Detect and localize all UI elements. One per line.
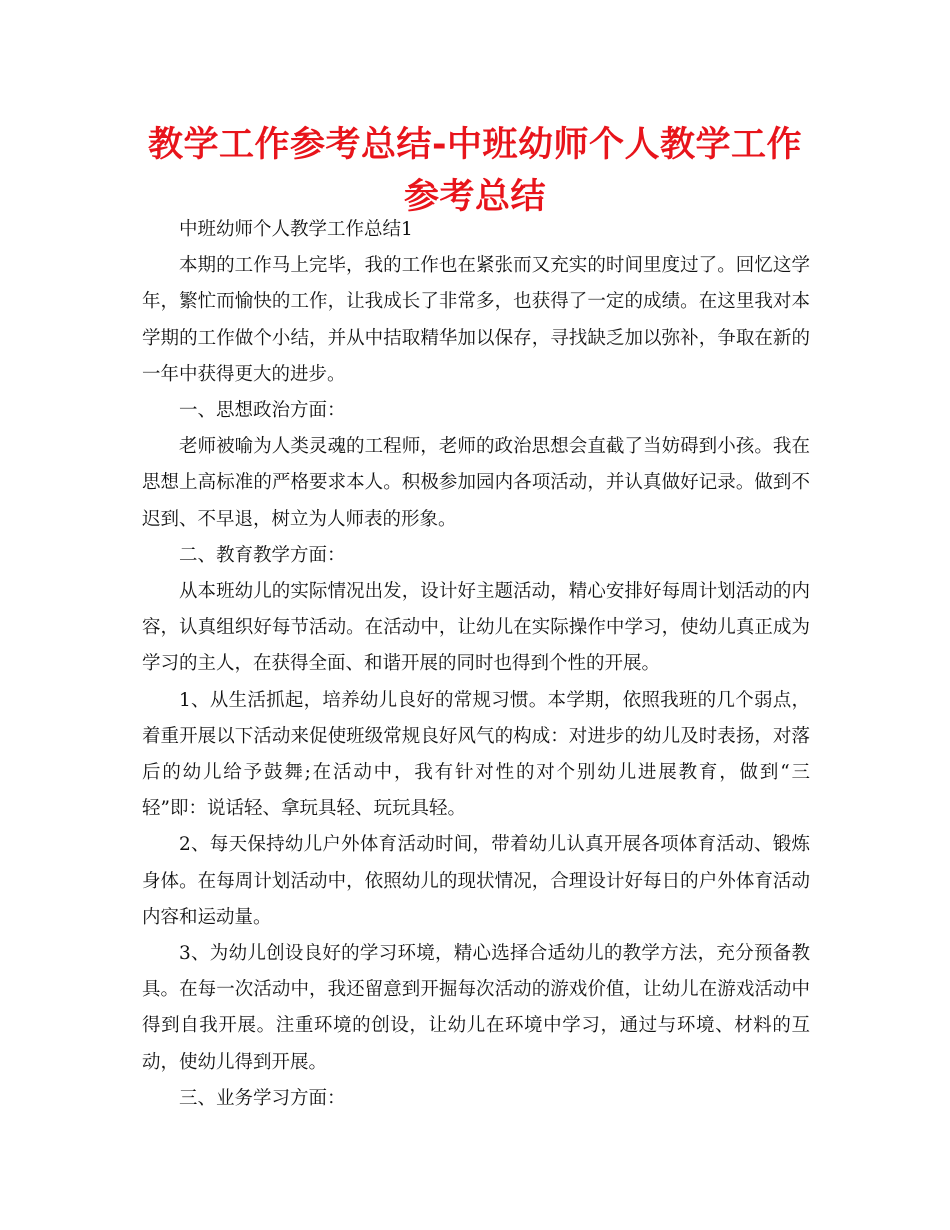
- document-body: [142, 212, 810, 1117]
- paragraph-item-2: 2、每天保持幼儿户外体育活动时间，带着幼儿认真开展各项体育活动、锻炼身体。在每周计划活动中，依照幼儿的现状情况，合理设计好每日的户外体育活动内容和运动量。: [142, 834, 810, 928]
- section-heading-study: 三、业务学习方面：: [179, 1087, 346, 1109]
- paragraph-item-1: 1、从生活抓起，培养幼儿良好的常规习惯。本学期，依照我班的几个弱点，着重开展以下活动来促使班级常规良好风气的构成：对进步的幼儿及时表扬，对落后的幼儿给予鼓舞;在活动中，我有针对性的对个别幼儿进展教育，做到“三轻”即：说话轻、拿玩具轻、玩玩具轻。: [142, 689, 810, 820]
- paragraph-intro: 本期的工作马上完毕，我的工作也在紧张而又充实的时间里度过了。回忆这学年，繁忙而愉快的工作，让我成长了非常多，也获得了一定的成绩。在这里我对本学期的工作做个小结，并从中拮取精华加以保存，寻找缺乏加以弥补，争取在新的一年中获得更大的进步。: [142, 255, 810, 385]
- section-heading-political: 一、思想政治方面：: [179, 400, 346, 422]
- section-heading-teaching: 二、教育教学方面：: [179, 544, 346, 566]
- paragraph-teaching: 从本班幼儿的实际情况出发，设计好主题活动，精心安排好每周计划活动的内容，认真组织好每节活动。在活动中，让幼儿在实际操作中学习，使幼儿真正成为学习的主人，在获得全面、和谐开展的同时也得到个性的开展。: [142, 581, 810, 675]
- paragraph-political: 老师被喻为人类灵魂的工程师，老师的政治思想会直截了当妨碍到小孩。我在思想上高标准的严格要求本人。积极参加园内各项活动，并认真做好记录。做到不迟到、不早退，树立为人师表的形象。: [142, 436, 810, 530]
- document-title: 教学工作参考总结-中班幼师个人教学工作参考总结: [147, 125, 803, 217]
- section-heading: 中班幼师个人教学工作总结1: [179, 219, 413, 240]
- paragraph-item-3: 3、为幼儿创设良好的学习环境，精心选择合适幼儿的教学方法，充分预备教具。在每一次活动中，我还留意到开掘每次活动的游戏价值，让幼儿在游戏活动中得到自我开展。注重环境的创设，让幼儿在环境中学习，通过与环境、材料的互动，使幼儿得到开展。: [142, 943, 810, 1073]
